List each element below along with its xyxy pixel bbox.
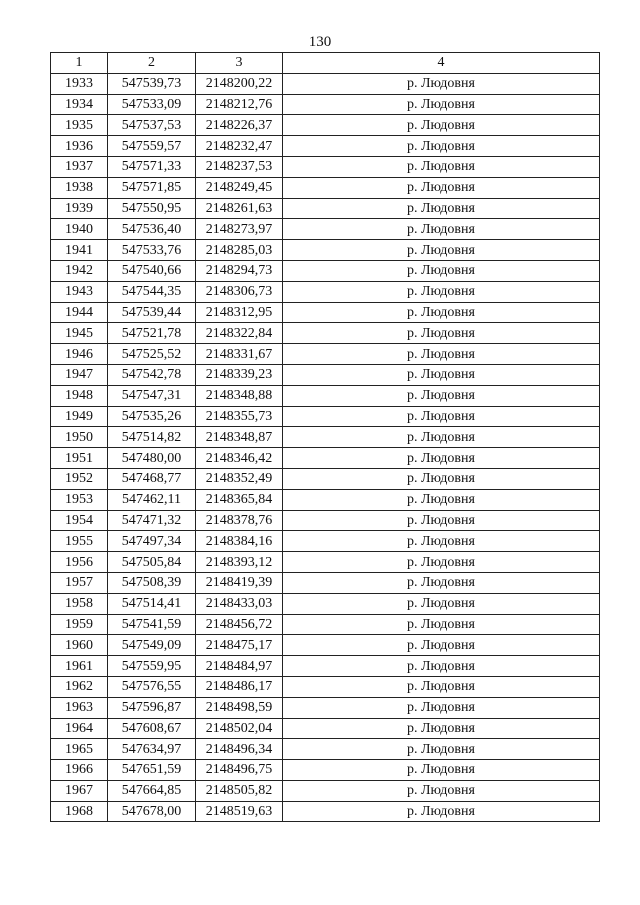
column-header-4: 4 bbox=[283, 53, 600, 74]
description-cell: р. Людовня bbox=[283, 760, 600, 781]
table-row bbox=[51, 801, 600, 822]
y-coordinate-cell: 2148496,34 bbox=[196, 739, 283, 760]
point-number-cell: 1934 bbox=[51, 94, 108, 115]
description-cell: р. Людовня bbox=[283, 219, 600, 240]
x-coordinate-cell: 547678,00 bbox=[108, 801, 196, 822]
y-coordinate-cell: 2148331,67 bbox=[196, 344, 283, 365]
table-row bbox=[51, 198, 600, 219]
point-number-cell: 1954 bbox=[51, 510, 108, 531]
y-coordinate-cell: 2148306,73 bbox=[196, 281, 283, 302]
x-coordinate-cell: 547664,85 bbox=[108, 780, 196, 801]
description-cell: р. Людовня bbox=[283, 344, 600, 365]
point-number-cell: 1958 bbox=[51, 593, 108, 614]
y-coordinate-cell: 2148498,59 bbox=[196, 697, 283, 718]
description-cell: р. Людовня bbox=[283, 676, 600, 697]
coordinates-table bbox=[50, 52, 600, 822]
x-coordinate-cell: 547596,87 bbox=[108, 697, 196, 718]
x-coordinate-cell: 547539,44 bbox=[108, 302, 196, 323]
x-coordinate-cell: 547508,39 bbox=[108, 572, 196, 593]
x-coordinate-cell: 547559,95 bbox=[108, 656, 196, 677]
table-row bbox=[51, 635, 600, 656]
x-coordinate-cell: 547651,59 bbox=[108, 760, 196, 781]
table-row bbox=[51, 531, 600, 552]
description-cell: р. Людовня bbox=[283, 697, 600, 718]
y-coordinate-cell: 2148384,16 bbox=[196, 531, 283, 552]
x-coordinate-cell: 547505,84 bbox=[108, 552, 196, 573]
y-coordinate-cell: 2148226,37 bbox=[196, 115, 283, 136]
y-coordinate-cell: 2148365,84 bbox=[196, 489, 283, 510]
point-number-cell: 1962 bbox=[51, 676, 108, 697]
point-number-cell: 1964 bbox=[51, 718, 108, 739]
column-header-2: 2 bbox=[108, 53, 196, 74]
point-number-cell: 1966 bbox=[51, 760, 108, 781]
description-cell: р. Людовня bbox=[283, 635, 600, 656]
point-number-cell: 1952 bbox=[51, 468, 108, 489]
x-coordinate-cell: 547480,00 bbox=[108, 448, 196, 469]
description-cell: р. Людовня bbox=[283, 260, 600, 281]
y-coordinate-cell: 2148433,03 bbox=[196, 593, 283, 614]
point-number-cell: 1941 bbox=[51, 240, 108, 261]
y-coordinate-cell: 2148505,82 bbox=[196, 780, 283, 801]
x-coordinate-cell: 547521,78 bbox=[108, 323, 196, 344]
point-number-cell: 1940 bbox=[51, 219, 108, 240]
description-cell: р. Людовня bbox=[283, 510, 600, 531]
description-cell: р. Людовня bbox=[283, 73, 600, 94]
description-cell: р. Людовня bbox=[283, 323, 600, 344]
table-row bbox=[51, 406, 600, 427]
point-number-cell: 1963 bbox=[51, 697, 108, 718]
y-coordinate-cell: 2148393,12 bbox=[196, 552, 283, 573]
y-coordinate-cell: 2148378,76 bbox=[196, 510, 283, 531]
table-row bbox=[51, 593, 600, 614]
y-coordinate-cell: 2148237,53 bbox=[196, 156, 283, 177]
point-number-cell: 1961 bbox=[51, 656, 108, 677]
point-number-cell: 1948 bbox=[51, 385, 108, 406]
x-coordinate-cell: 547497,34 bbox=[108, 531, 196, 552]
y-coordinate-cell: 2148200,22 bbox=[196, 73, 283, 94]
point-number-cell: 1936 bbox=[51, 136, 108, 157]
y-coordinate-cell: 2148486,17 bbox=[196, 676, 283, 697]
point-number-cell: 1937 bbox=[51, 156, 108, 177]
table-row bbox=[51, 427, 600, 448]
table-row bbox=[51, 281, 600, 302]
table-row bbox=[51, 364, 600, 385]
point-number-cell: 1956 bbox=[51, 552, 108, 573]
point-number-cell: 1955 bbox=[51, 531, 108, 552]
x-coordinate-cell: 547571,33 bbox=[108, 156, 196, 177]
column-header-3: 3 bbox=[196, 53, 283, 74]
y-coordinate-cell: 2148496,75 bbox=[196, 760, 283, 781]
point-number-cell: 1951 bbox=[51, 448, 108, 469]
y-coordinate-cell: 2148212,76 bbox=[196, 94, 283, 115]
y-coordinate-cell: 2148322,84 bbox=[196, 323, 283, 344]
x-coordinate-cell: 547542,78 bbox=[108, 364, 196, 385]
x-coordinate-cell: 547462,11 bbox=[108, 489, 196, 510]
point-number-cell: 1968 bbox=[51, 801, 108, 822]
table-row bbox=[51, 718, 600, 739]
table-header-row bbox=[51, 53, 600, 74]
description-cell: р. Людовня bbox=[283, 198, 600, 219]
description-cell: р. Людовня bbox=[283, 177, 600, 198]
point-number-cell: 1967 bbox=[51, 780, 108, 801]
x-coordinate-cell: 547539,73 bbox=[108, 73, 196, 94]
table-row bbox=[51, 136, 600, 157]
table-row bbox=[51, 676, 600, 697]
x-coordinate-cell: 547533,76 bbox=[108, 240, 196, 261]
point-number-cell: 1942 bbox=[51, 260, 108, 281]
description-cell: р. Людовня bbox=[283, 302, 600, 323]
description-cell: р. Людовня bbox=[283, 240, 600, 261]
description-cell: р. Людовня bbox=[283, 115, 600, 136]
x-coordinate-cell: 547541,59 bbox=[108, 614, 196, 635]
point-number-cell: 1944 bbox=[51, 302, 108, 323]
x-coordinate-cell: 547533,09 bbox=[108, 94, 196, 115]
table-row bbox=[51, 94, 600, 115]
point-number-cell: 1946 bbox=[51, 344, 108, 365]
table-row bbox=[51, 177, 600, 198]
description-cell: р. Людовня bbox=[283, 385, 600, 406]
description-cell: р. Людовня bbox=[283, 656, 600, 677]
table-row bbox=[51, 240, 600, 261]
description-cell: р. Людовня bbox=[283, 614, 600, 635]
x-coordinate-cell: 547537,53 bbox=[108, 115, 196, 136]
x-coordinate-cell: 547608,67 bbox=[108, 718, 196, 739]
table-row bbox=[51, 219, 600, 240]
y-coordinate-cell: 2148348,88 bbox=[196, 385, 283, 406]
y-coordinate-cell: 2148346,42 bbox=[196, 448, 283, 469]
table-row bbox=[51, 344, 600, 365]
description-cell: р. Людовня bbox=[283, 468, 600, 489]
table-row bbox=[51, 260, 600, 281]
table-row bbox=[51, 760, 600, 781]
description-cell: р. Людовня bbox=[283, 780, 600, 801]
point-number-cell: 1935 bbox=[51, 115, 108, 136]
y-coordinate-cell: 2148285,03 bbox=[196, 240, 283, 261]
description-cell: р. Людовня bbox=[283, 427, 600, 448]
y-coordinate-cell: 2148502,04 bbox=[196, 718, 283, 739]
point-number-cell: 1949 bbox=[51, 406, 108, 427]
x-coordinate-cell: 547536,40 bbox=[108, 219, 196, 240]
description-cell: р. Людовня bbox=[283, 94, 600, 115]
x-coordinate-cell: 547535,26 bbox=[108, 406, 196, 427]
point-number-cell: 1947 bbox=[51, 364, 108, 385]
table-row bbox=[51, 739, 600, 760]
description-cell: р. Людовня bbox=[283, 718, 600, 739]
y-coordinate-cell: 2148475,17 bbox=[196, 635, 283, 656]
page-number: 130 bbox=[308, 34, 332, 50]
point-number-cell: 1965 bbox=[51, 739, 108, 760]
table-row bbox=[51, 614, 600, 635]
table-row bbox=[51, 656, 600, 677]
x-coordinate-cell: 547471,32 bbox=[108, 510, 196, 531]
table-row bbox=[51, 115, 600, 136]
y-coordinate-cell: 2148519,63 bbox=[196, 801, 283, 822]
x-coordinate-cell: 547549,09 bbox=[108, 635, 196, 656]
table-row bbox=[51, 323, 600, 344]
description-cell: р. Людовня bbox=[283, 156, 600, 177]
point-number-cell: 1959 bbox=[51, 614, 108, 635]
x-coordinate-cell: 547525,52 bbox=[108, 344, 196, 365]
table-row bbox=[51, 697, 600, 718]
point-number-cell: 1943 bbox=[51, 281, 108, 302]
y-coordinate-cell: 2148484,97 bbox=[196, 656, 283, 677]
description-cell: р. Людовня bbox=[283, 448, 600, 469]
table-row bbox=[51, 510, 600, 531]
point-number-cell: 1939 bbox=[51, 198, 108, 219]
y-coordinate-cell: 2148249,45 bbox=[196, 177, 283, 198]
point-number-cell: 1933 bbox=[51, 73, 108, 94]
description-cell: р. Людовня bbox=[283, 593, 600, 614]
description-cell: р. Людовня bbox=[283, 136, 600, 157]
table-row bbox=[51, 73, 600, 94]
table-row bbox=[51, 448, 600, 469]
description-cell: р. Людовня bbox=[283, 406, 600, 427]
point-number-cell: 1950 bbox=[51, 427, 108, 448]
x-coordinate-cell: 547547,31 bbox=[108, 385, 196, 406]
x-coordinate-cell: 547514,41 bbox=[108, 593, 196, 614]
point-number-cell: 1938 bbox=[51, 177, 108, 198]
x-coordinate-cell: 547634,97 bbox=[108, 739, 196, 760]
x-coordinate-cell: 547514,82 bbox=[108, 427, 196, 448]
y-coordinate-cell: 2148294,73 bbox=[196, 260, 283, 281]
y-coordinate-cell: 2148355,73 bbox=[196, 406, 283, 427]
description-cell: р. Людовня bbox=[283, 739, 600, 760]
y-coordinate-cell: 2148339,23 bbox=[196, 364, 283, 385]
column-header-1: 1 bbox=[51, 53, 108, 74]
description-cell: р. Людовня bbox=[283, 364, 600, 385]
y-coordinate-cell: 2148273,97 bbox=[196, 219, 283, 240]
x-coordinate-cell: 547571,85 bbox=[108, 177, 196, 198]
x-coordinate-cell: 547559,57 bbox=[108, 136, 196, 157]
table-row bbox=[51, 489, 600, 510]
x-coordinate-cell: 547468,77 bbox=[108, 468, 196, 489]
table-body bbox=[51, 73, 600, 822]
x-coordinate-cell: 547544,35 bbox=[108, 281, 196, 302]
description-cell: р. Людовня bbox=[283, 552, 600, 573]
table-row bbox=[51, 156, 600, 177]
table-row bbox=[51, 780, 600, 801]
x-coordinate-cell: 547550,95 bbox=[108, 198, 196, 219]
table-row bbox=[51, 572, 600, 593]
y-coordinate-cell: 2148348,87 bbox=[196, 427, 283, 448]
y-coordinate-cell: 2148261,63 bbox=[196, 198, 283, 219]
table-row bbox=[51, 552, 600, 573]
description-cell: р. Людовня bbox=[283, 489, 600, 510]
y-coordinate-cell: 2148352,49 bbox=[196, 468, 283, 489]
x-coordinate-cell: 547576,55 bbox=[108, 676, 196, 697]
table-row bbox=[51, 302, 600, 323]
point-number-cell: 1945 bbox=[51, 323, 108, 344]
y-coordinate-cell: 2148419,39 bbox=[196, 572, 283, 593]
table-row bbox=[51, 385, 600, 406]
description-cell: р. Людовня bbox=[283, 572, 600, 593]
description-cell: р. Людовня bbox=[283, 281, 600, 302]
description-cell: р. Людовня bbox=[283, 531, 600, 552]
y-coordinate-cell: 2148312,95 bbox=[196, 302, 283, 323]
table-row bbox=[51, 468, 600, 489]
point-number-cell: 1960 bbox=[51, 635, 108, 656]
point-number-cell: 1953 bbox=[51, 489, 108, 510]
x-coordinate-cell: 547540,66 bbox=[108, 260, 196, 281]
point-number-cell: 1957 bbox=[51, 572, 108, 593]
y-coordinate-cell: 2148232,47 bbox=[196, 136, 283, 157]
description-cell: р. Людовня bbox=[283, 801, 600, 822]
y-coordinate-cell: 2148456,72 bbox=[196, 614, 283, 635]
